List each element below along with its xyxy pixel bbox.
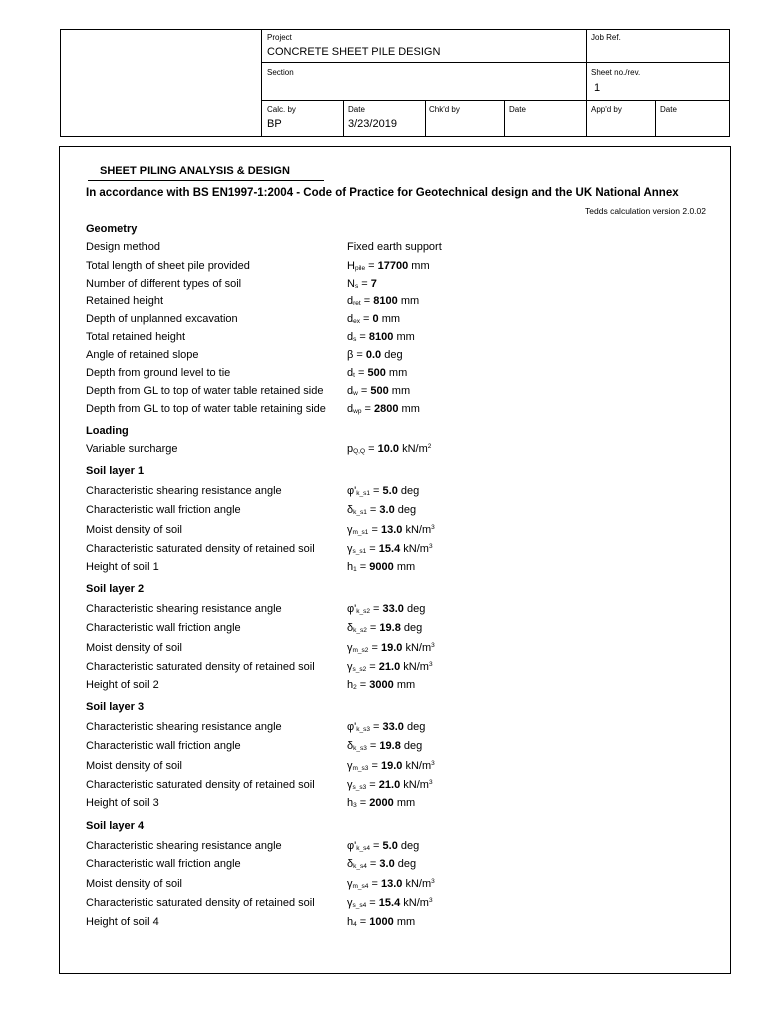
value-number: 0 (372, 313, 379, 325)
geometry-label: Depth of unplanned excavation (86, 313, 238, 325)
symbol: φ' (347, 485, 357, 497)
value-number: 3.0 (379, 858, 395, 870)
document-title: SHEET PILING ANALYSIS & DESIGN (100, 165, 290, 177)
value-unit: mm (396, 797, 416, 809)
date-value: 3/23/2019 (348, 118, 397, 130)
loading-heading: Loading (86, 425, 129, 437)
unit-exponent: 3 (428, 543, 433, 550)
symbol: φ' (347, 721, 357, 733)
value-number: 21.0 (378, 661, 401, 673)
result-value: $\delta_{k\_s3} = 19.8$ deg (347, 740, 423, 752)
value-number: 33.0 (382, 721, 404, 733)
value-unit: mm (411, 260, 430, 272)
value-unit: deg (400, 485, 420, 497)
jobref-label: Job Ref. (591, 33, 621, 42)
symbol: γ (347, 878, 353, 890)
symbol: h (347, 797, 354, 809)
symbol: γ (347, 897, 353, 909)
symbol-subscript: m_s4 (352, 883, 369, 890)
value-unit: deg (407, 721, 426, 733)
value-unit: kN/m (405, 878, 432, 890)
result-value: $\varphi'_{k\_s2} = 33.0$ deg (347, 603, 426, 615)
result-value: $h_2 = 3000$ mm (347, 679, 416, 691)
result-value: $\varphi'_{k\_s1} = 5.0$ deg (347, 485, 420, 497)
value-unit: deg (407, 603, 426, 615)
symbol-subscript: k_s2 (353, 627, 367, 634)
geometry-label: Depth from GL to top of water table retained side (86, 385, 324, 397)
soil-layer-1-label: Characteristic saturated density of retained soil (86, 543, 315, 555)
value-unit: mm (391, 385, 411, 397)
value-unit: kN/m (403, 779, 429, 791)
date-label: Date (348, 105, 365, 114)
symbol: δ (347, 858, 354, 870)
value-unit: kN/m (405, 760, 432, 772)
result-value: $H_{pile} = 17700$ mm (347, 260, 430, 272)
value-number: 17700 (377, 260, 409, 272)
geometry-label: Depth from ground level to tie (86, 367, 231, 379)
value-unit: kN/m (403, 661, 429, 673)
version-note: Tedds calculation version 2.0.02 (585, 206, 706, 216)
result-value: $\gamma_{m\_s3} = 19.0$ $kN/m^3$ (347, 760, 435, 772)
symbol: d (347, 295, 354, 307)
value-unit: kN/m (403, 897, 429, 909)
project-label: Project (267, 33, 292, 42)
symbol-subscript: s_s3 (352, 784, 367, 791)
symbol-subscript: k_s1 (353, 509, 367, 516)
value-number: 10.0 (377, 443, 400, 455)
symbol-subscript: s (353, 336, 357, 343)
value-number: 5.0 (382, 840, 398, 852)
geometry-label: Angle of retained slope (86, 349, 199, 361)
value-number: 2000 (369, 797, 394, 809)
symbol-subscript: m_s3 (352, 765, 369, 772)
result-value: $\varphi'_{k\_s3} = 33.0$ deg (347, 721, 426, 733)
value-unit: deg (397, 504, 417, 516)
soil-layer-2-heading: Soil layer 2 (86, 583, 145, 595)
soil-layer-2-label: Moist density of soil (86, 642, 182, 654)
value-unit: kN/m (403, 543, 429, 555)
value-number: 3000 (369, 679, 394, 691)
symbol: γ (347, 524, 353, 536)
value-number: 8100 (368, 331, 394, 343)
result-value: $h_1 = 9000$ mm (347, 561, 416, 573)
value-unit: mm (388, 367, 408, 379)
result-value: $p_{Q,Q} = 10.0$ $kN/m^2$ (347, 443, 432, 455)
geometry-label: Number of different types of soil (86, 278, 242, 290)
soil-layer-4-label: Height of soil 4 (86, 916, 159, 928)
value-number: 15.4 (378, 897, 401, 909)
symbol-subscript: k_s1 (356, 490, 370, 497)
value-number: 500 (370, 385, 389, 397)
symbol: δ (347, 622, 354, 634)
result-value: $\gamma_{s\_s4} = 15.4$ $kN/m^3$ (347, 897, 433, 909)
symbol: d (347, 313, 354, 325)
date3-label: Date (660, 105, 677, 114)
value-number: 0.0 (365, 349, 382, 361)
symbol-subscript: w (353, 390, 358, 397)
soil-layer-3-label: Moist density of soil (86, 760, 182, 772)
soil-layer-1-label: Characteristic wall friction angle (86, 504, 241, 516)
value-number: 19.8 (379, 622, 401, 634)
value-number: 15.4 (378, 543, 401, 555)
symbol: d (347, 385, 354, 397)
chkd-label: Chk'd by (429, 105, 460, 114)
unit-exponent: 3 (428, 779, 433, 786)
result-value: $\gamma_{m\_s2} = 19.0$ $kN/m^3$ (347, 642, 435, 654)
symbol-subscript: s_s4 (352, 902, 367, 909)
sheet-value: 1 (594, 82, 601, 94)
result-value: β = 0.0 deg (347, 349, 403, 361)
unit-exponent: 3 (431, 642, 435, 649)
value-unit: mm (400, 295, 420, 307)
result-value: $\delta_{k\_s4} = 3.0$ deg (347, 858, 417, 870)
symbol: N (347, 278, 355, 290)
value-number: 9000 (369, 561, 394, 573)
symbol-subscript: m_s1 (352, 529, 369, 536)
soil-layer-2-label: Characteristic shearing resistance angle (86, 603, 282, 615)
value-unit: deg (384, 349, 403, 361)
symbol-subscript: m_s2 (352, 647, 369, 654)
geometry-label: Total retained height (86, 331, 186, 343)
symbol: h (347, 916, 354, 928)
symbol-subscript: s_s2 (352, 666, 367, 673)
symbol-subscript: pile (354, 265, 366, 272)
result-value: $d_{ret} = 8100$ mm (347, 295, 420, 307)
value-number: 8100 (373, 295, 398, 307)
result-value: $\varphi'_{k\_s4} = 5.0$ deg (347, 840, 420, 852)
symbol-subscript: 4 (353, 921, 357, 928)
soil-layer-2-label: Height of soil 2 (86, 679, 159, 691)
symbol: φ' (347, 840, 357, 852)
project-value: CONCRETE SHEET PILE DESIGN (267, 46, 441, 58)
symbol: γ (347, 543, 353, 555)
document-subtitle: In accordance with BS EN1997-1:2004 - Code of Practice for Geotechnical design and the UK National Annex (86, 187, 679, 199)
unit-exponent: 3 (431, 878, 435, 885)
symbol: γ (347, 779, 353, 791)
soil-layer-4-label: Characteristic saturated density of retained soil (86, 897, 315, 909)
soil-layer-2-label: Characteristic saturated density of retained soil (86, 661, 315, 673)
symbol: h (347, 561, 354, 573)
value-unit: mm (401, 403, 420, 415)
symbol-subscript: Q,Q (353, 448, 366, 455)
soil-layer-1-heading: Soil layer 1 (86, 465, 145, 477)
symbol: h (347, 679, 354, 691)
value-number: 1000 (369, 916, 394, 928)
symbol-subscript: t (353, 372, 355, 379)
soil-layer-4-heading: Soil layer 4 (86, 820, 145, 832)
geometry-label: Retained height (86, 295, 164, 307)
soil-layer-1-label: Moist density of soil (86, 524, 182, 536)
value-unit: deg (403, 622, 423, 634)
symbol-subscript: s_s1 (352, 548, 367, 555)
result-value: $\gamma_{m\_s1} = 13.0$ $kN/m^3$ (347, 524, 435, 536)
value-number: 33.0 (382, 603, 404, 615)
calcby-label: Calc. by (267, 105, 296, 114)
soil-layer-3-label: Height of soil 3 (86, 797, 159, 809)
geometry-label: Total length of sheet pile provided (86, 260, 250, 272)
value-unit: mm (396, 331, 415, 343)
value-number: 19.0 (380, 760, 403, 772)
result-value: $h_3 = 2000$ mm (347, 797, 416, 809)
symbol-subscript: k_s4 (356, 845, 370, 852)
value-unit: mm (381, 313, 401, 325)
symbol: H (347, 260, 355, 272)
result-value: $h_4 = 1000$ mm (347, 916, 416, 928)
soil-layer-3-label: Characteristic shearing resistance angle (86, 721, 282, 733)
value-number: 2800 (373, 403, 399, 415)
result-value: $\gamma_{s\_s3} = 21.0$ $kN/m^3$ (347, 779, 433, 791)
symbol-subscript: 1 (353, 566, 357, 573)
symbol-subscript: k_s3 (356, 726, 370, 733)
unit-exponent: 3 (428, 897, 433, 904)
symbol-subscript: 3 (353, 802, 357, 809)
value-unit: kN/m (405, 524, 432, 536)
value-number: 5.0 (382, 485, 398, 497)
result-value: $\gamma_{m\_s4} = 13.0$ $kN/m^3$ (347, 878, 435, 890)
value-unit: mm (396, 916, 416, 928)
soil-layer-4-label: Characteristic shearing resistance angle (86, 840, 282, 852)
soil-layer-3-label: Characteristic wall friction angle (86, 740, 241, 752)
symbol-subscript: k_s4 (353, 863, 367, 870)
symbol-subscript: s (354, 283, 359, 290)
result-value: $d_w = 500$ mm (347, 385, 411, 397)
value-number: 19.8 (379, 740, 401, 752)
value-unit: deg (397, 858, 417, 870)
symbol: δ (347, 504, 354, 516)
value-unit: kN/m (402, 443, 428, 455)
sheet-label: Sheet no./rev. (591, 68, 641, 77)
geometry-label: Depth from GL to top of water table retaining side (86, 403, 326, 415)
header-table (60, 29, 730, 137)
symbol: β (347, 349, 354, 361)
soil-layer-4-label: Moist density of soil (86, 878, 182, 890)
value-number: 3.0 (379, 504, 395, 516)
value-unit: deg (403, 740, 423, 752)
soil-layer-1-label: Characteristic shearing resistance angle (86, 485, 282, 497)
symbol-subscript: ret (353, 300, 361, 307)
symbol: φ' (347, 603, 357, 615)
result-value: $\gamma_{s\_s1} = 15.4$ $kN/m^3$ (347, 543, 433, 555)
symbol-subscript: k_s2 (356, 608, 370, 615)
geometry-heading: Geometry (86, 223, 138, 235)
section-label: Section (267, 68, 294, 77)
result-value: $\gamma_{s\_s2} = 21.0$ $kN/m^3$ (347, 661, 433, 673)
symbol-subscript: wp (353, 408, 362, 415)
result-value: $\delta_{k\_s2} = 19.8$ deg (347, 622, 423, 634)
title-underline (88, 180, 324, 181)
result-value: Fixed earth support (347, 241, 442, 253)
symbol: γ (347, 661, 353, 673)
soil-layer-3-label: Characteristic saturated density of retained soil (86, 779, 315, 791)
appd-label: App'd by (591, 105, 622, 114)
value-number: 13.0 (380, 524, 403, 536)
symbol: p (347, 443, 354, 455)
date2-label: Date (509, 105, 526, 114)
symbol: δ (347, 740, 354, 752)
symbol-subscript: ex (353, 318, 360, 325)
symbol-subscript: 2 (353, 684, 357, 691)
value-unit: kN/m (405, 642, 432, 654)
result-value: $d_{wp} = 2800$ mm (347, 403, 420, 415)
result-value: $\delta_{k\_s1} = 3.0$ deg (347, 504, 417, 516)
result-value: $d_{ex} = 0$ mm (347, 313, 401, 325)
value-number: 21.0 (378, 779, 401, 791)
unit-exponent: 3 (431, 524, 435, 531)
result-value: $N_s = 7$ (347, 278, 377, 290)
value-unit: deg (400, 840, 420, 852)
value-number: 500 (367, 367, 386, 379)
soil-layer-2-label: Characteristic wall friction angle (86, 622, 241, 634)
symbol: γ (347, 642, 353, 654)
value-number: 13.0 (380, 878, 403, 890)
unit-exponent: 3 (428, 661, 433, 668)
symbol: d (347, 403, 354, 415)
value-unit: mm (396, 679, 416, 691)
geometry-label: Design method (86, 241, 160, 253)
symbol: d (347, 331, 354, 343)
result-value: $d_s = 8100$ mm (347, 331, 415, 343)
soil-layer-3-heading: Soil layer 3 (86, 701, 145, 713)
symbol-subscript: k_s3 (353, 745, 367, 752)
symbol: γ (347, 760, 353, 772)
value-number: 7 (370, 278, 377, 290)
calcby-value: BP (267, 118, 282, 130)
symbol: d (347, 367, 354, 379)
soil-layer-4-label: Characteristic wall friction angle (86, 858, 241, 870)
value-unit: mm (396, 561, 416, 573)
loading-label: Variable surcharge (86, 443, 178, 455)
result-value: $d_t = 500$ mm (347, 367, 408, 379)
unit-exponent: 3 (431, 760, 435, 767)
value-number: 19.0 (380, 642, 403, 654)
soil-layer-1-label: Height of soil 1 (86, 561, 159, 573)
unit-exponent: 2 (427, 443, 432, 450)
